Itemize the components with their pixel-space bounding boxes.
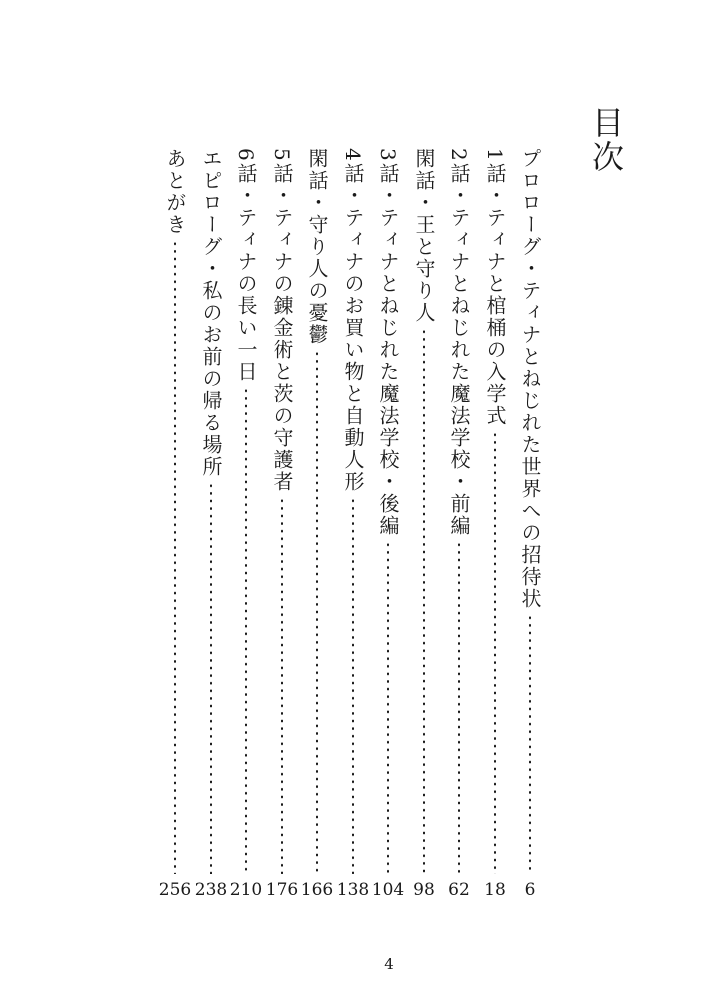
dot-leader bbox=[352, 497, 354, 874]
toc-entry-page: 210 bbox=[229, 880, 263, 900]
dot-leader bbox=[174, 240, 176, 874]
toc-entry-title: プロローグ・ティナとねじれた世界への招待状 bbox=[518, 148, 542, 610]
toc-entry[interactable] bbox=[483, 148, 507, 874]
toc-entry[interactable] bbox=[341, 148, 365, 874]
toc-entry[interactable] bbox=[163, 148, 187, 874]
dot-leader bbox=[423, 328, 425, 874]
toc-entry[interactable] bbox=[518, 148, 542, 874]
toc-heading: 目次 bbox=[587, 106, 625, 174]
dot-leader bbox=[494, 431, 496, 874]
toc-entry-title: 2話・ティナとねじれた魔法学校・前編 bbox=[447, 148, 471, 537]
toc-entry-title: 4話・ティナのお買い物と自動人形 bbox=[341, 148, 365, 493]
toc-entry-page: 98 bbox=[413, 880, 435, 900]
toc-entry-page: 18 bbox=[484, 880, 506, 900]
toc-entry-page: 104 bbox=[371, 880, 405, 900]
dot-leader bbox=[210, 482, 212, 874]
toc-entry-title: 5話・ティナの錬金術と茨の守護者 bbox=[270, 148, 294, 493]
dot-leader bbox=[458, 541, 460, 874]
toc-entry[interactable] bbox=[305, 148, 329, 874]
toc-entry[interactable] bbox=[199, 148, 223, 874]
toc-entry[interactable] bbox=[376, 148, 400, 874]
toc-entry-title: 3話・ティナとねじれた魔法学校・後編 bbox=[376, 148, 400, 537]
toc-entry-title: あとがき bbox=[163, 148, 187, 236]
toc-entry-title: エピローグ・私のお前の帰る場所 bbox=[199, 148, 223, 478]
toc-entry-page: 6 bbox=[524, 880, 536, 900]
toc-entry-page: 256 bbox=[158, 880, 192, 900]
toc-entry-title: 閑話・守り人の憂鬱 bbox=[305, 148, 329, 346]
toc-entry[interactable] bbox=[234, 148, 258, 874]
toc-entry[interactable] bbox=[447, 148, 471, 874]
toc-entry-title: 1話・ティナと棺桶の入学式 bbox=[483, 148, 507, 427]
toc-entry[interactable] bbox=[270, 148, 294, 874]
toc-entry[interactable] bbox=[412, 148, 436, 874]
toc-entry-title: 閑話・王と守り人 bbox=[412, 148, 436, 324]
toc-entry-page: 62 bbox=[448, 880, 470, 900]
dot-leader bbox=[387, 541, 389, 874]
dot-leader bbox=[529, 614, 531, 874]
dot-leader bbox=[281, 497, 283, 874]
dot-leader bbox=[245, 387, 247, 874]
toc-entry-page: 176 bbox=[265, 880, 299, 900]
toc-entry-title: 6話・ティナの長い一日 bbox=[234, 148, 258, 383]
toc-entry-page: 138 bbox=[336, 880, 370, 900]
page-number: 4 bbox=[384, 955, 394, 973]
dot-leader bbox=[316, 350, 318, 874]
toc-entry-page: 238 bbox=[194, 880, 228, 900]
toc-entry-page: 166 bbox=[300, 880, 334, 900]
